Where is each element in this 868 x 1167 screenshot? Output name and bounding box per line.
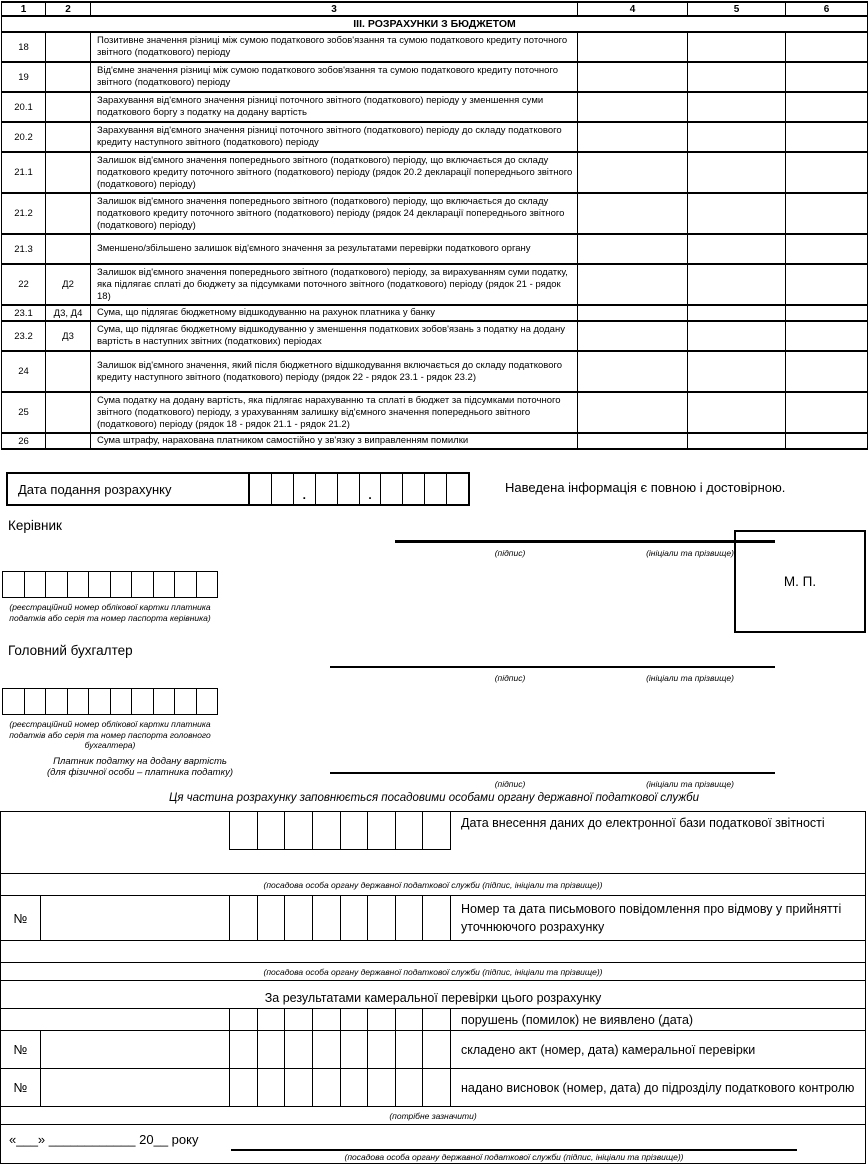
value-cell-col6[interactable]: [786, 392, 868, 433]
value-cell-col4[interactable]: [578, 433, 688, 449]
fill-cell[interactable]: [111, 572, 133, 597]
vysnovok-text: [451, 1069, 865, 1106]
kerivnyk-id-cells: [2, 571, 218, 598]
refusal-label: Номер та дата письмового повідомлення про відмову у прийнятті уточнюючого розрахунку: [461, 902, 842, 934]
value-cell-col4[interactable]: [578, 193, 688, 234]
fill-cell[interactable]: [285, 896, 313, 940]
table-row-21-2: [2, 193, 868, 234]
table-row-26: [2, 433, 868, 449]
official-caption-row: [1, 963, 865, 981]
fill-cell[interactable]: [154, 689, 176, 714]
refusal-text: [451, 896, 865, 940]
fill-cell[interactable]: [316, 474, 338, 504]
row-description: Позитивне значення різниці між сумою податкового зобов'язання та сумою податкового кредиту поточного звітного (податкового) періоду: [91, 32, 578, 62]
row-code: Д3, Д4: [46, 305, 91, 321]
value-cell-col4[interactable]: [578, 152, 688, 193]
fill-cell[interactable]: [175, 572, 197, 597]
value-cell-col5[interactable]: [688, 193, 786, 234]
col-header-5: 5: [688, 2, 786, 16]
fill-cell[interactable]: [230, 896, 258, 940]
fill-cell[interactable]: [132, 689, 154, 714]
row-description: Зменшено/збільшено залишок від'ємного значення за результатами перевірки податкового органу: [91, 234, 578, 264]
fill-cell[interactable]: [313, 896, 341, 940]
row-code: [46, 193, 91, 234]
submission-date-label: Дата подання розрахунку: [6, 472, 248, 506]
fill-cell[interactable]: [368, 812, 396, 849]
buhgalter-signature-line[interactable]: [330, 666, 775, 668]
assurance-statement: Наведена інформація є повною і достовірною.: [505, 480, 786, 495]
fill-cell[interactable]: [423, 1069, 450, 1106]
section-title-row: [2, 16, 868, 32]
value-cell-col6[interactable]: [786, 152, 868, 193]
row-number: 25: [2, 392, 46, 433]
value-cell-col4[interactable]: [578, 62, 688, 92]
fill-cell[interactable]: [89, 689, 111, 714]
signature-caption: (підпис): [494, 779, 526, 789]
value-cell-col5[interactable]: [688, 392, 786, 433]
platnyk-label: [0, 756, 280, 778]
number-sign-label: №: [1, 1069, 41, 1106]
submission-date-field: [6, 472, 470, 506]
row-code: [46, 392, 91, 433]
fill-cell[interactable]: [230, 1069, 258, 1106]
value-cell-col5[interactable]: [688, 92, 786, 122]
fill-cell[interactable]: .: [360, 474, 382, 504]
value-cell-col4[interactable]: [578, 264, 688, 305]
column-numbers-row: [2, 2, 868, 16]
row-code: [46, 351, 91, 392]
data-entry-label: Дата внесення даних до електронної бази податкової звітності: [461, 816, 825, 830]
value-cell-col5[interactable]: [688, 305, 786, 321]
row-number: 20.1: [2, 92, 46, 122]
table-row-22: [2, 264, 868, 305]
fill-cell[interactable]: .: [294, 474, 316, 504]
row-description: Залишок від'ємного значення попереднього звітного (податкового) періоду, що включається до складу податкового кредиту поточного звітного (податкового) періоду (рядок 20.2 декларації попереднього звітного (податкового) періоду): [91, 152, 578, 193]
value-cell-col5[interactable]: [688, 321, 786, 351]
official-row-akt: [1, 1031, 865, 1069]
fill-cell[interactable]: [396, 1031, 424, 1068]
number-fill-area[interactable]: [41, 1031, 229, 1068]
fill-cell[interactable]: [341, 812, 369, 849]
fill-cell[interactable]: [423, 812, 450, 849]
table-row-21-1: [2, 152, 868, 193]
official-person-caption: (посадова особа органу державної податкової служби (підпис, ініціали та прізвище)): [344, 1152, 684, 1162]
value-cell-col5[interactable]: [688, 152, 786, 193]
row-number: 19: [2, 62, 46, 92]
platnyk-signature-line[interactable]: [330, 772, 775, 774]
vysnovok-date-cells: [229, 1069, 451, 1106]
official-row-refusal: [1, 896, 865, 941]
fill-cell[interactable]: [258, 896, 286, 940]
row-code: [46, 62, 91, 92]
fill-cell[interactable]: [46, 689, 68, 714]
row-code: [46, 92, 91, 122]
table-row-24: [2, 351, 868, 392]
value-cell-col4[interactable]: [578, 234, 688, 264]
value-cell-col5[interactable]: [688, 62, 786, 92]
kerivnyk-signature-line[interactable]: [395, 540, 775, 543]
fill-cell[interactable]: [341, 1031, 369, 1068]
row-number: 20.2: [2, 122, 46, 152]
row-code: [46, 32, 91, 62]
value-cell-col6[interactable]: [786, 92, 868, 122]
blank-area: [1, 1009, 229, 1030]
fill-cell[interactable]: [272, 474, 294, 504]
row-number: 21.3: [2, 234, 46, 264]
fill-cell[interactable]: [423, 1009, 450, 1030]
row-description: Залишок від'ємного значення попереднього звітного (податкового) періоду, що включається до складу податкового кредиту поточного звітного (податкового) періоду (рядок 24 декларації попереднього звітного (податкового) періоду): [91, 193, 578, 234]
blank-area: [1, 812, 229, 873]
no-violations-label: порушень (помилок) не виявлено (дата): [461, 1012, 694, 1027]
official-row-vysnovok: [1, 1069, 865, 1107]
value-cell-col6[interactable]: [786, 433, 868, 449]
required-note-row: [1, 1107, 865, 1125]
fill-cell[interactable]: [258, 1069, 286, 1106]
initials-caption: (ініціали та прізвище): [646, 779, 734, 789]
fill-cell[interactable]: [341, 1009, 369, 1030]
value-cell-col5[interactable]: [688, 264, 786, 305]
row-number: 24: [2, 351, 46, 392]
value-cell-col6[interactable]: [786, 122, 868, 152]
fill-cell[interactable]: [368, 1031, 396, 1068]
value-cell-col6[interactable]: [786, 234, 868, 264]
akt-text: [451, 1031, 865, 1068]
submission-date-cells: [248, 472, 470, 506]
fill-cell[interactable]: [396, 1069, 424, 1106]
row-description: Залишок від'ємного значення попереднього звітного (податкового) періоду, за вирахуванням суми податку, яка підлягає сплаті до бюджету за підсумками поточного звітного (податкового) періоду (рядок 21 - рядок 18): [91, 264, 578, 305]
fill-cell[interactable]: [381, 474, 403, 504]
table-row-25: [2, 392, 868, 433]
fill-cell[interactable]: [258, 1031, 286, 1068]
buhgalter-id-cells: [2, 688, 218, 715]
value-cell-col5[interactable]: [688, 351, 786, 392]
vysnovok-label: надано висновок (номер, дата) до підрозділу податкового контролю: [461, 1080, 855, 1095]
platnyk-label-line2: (для фізичної особи – платника податку): [47, 767, 233, 778]
row-description: Сума штрафу, нарахована платником самостійно у зв'язку з виправленням помилки: [91, 433, 578, 449]
bottom-signature-line[interactable]: [231, 1149, 797, 1151]
value-cell-col6[interactable]: [786, 264, 868, 305]
row-code: [46, 433, 91, 449]
official-caption-row: [1, 874, 865, 896]
fill-cell[interactable]: [341, 1069, 369, 1106]
bottom-date-line[interactable]: «___» ____________ 20__ року: [9, 1132, 199, 1147]
fill-cell[interactable]: [313, 812, 341, 849]
fill-cell[interactable]: [230, 812, 258, 849]
no-violations-date-cells: [229, 1009, 451, 1030]
official-person-caption: (посадова особа органу державної податкової служби (підпис, ініціали та прізвище)): [263, 966, 603, 977]
value-cell-col5[interactable]: [688, 122, 786, 152]
number-sign-label: №: [1, 1031, 41, 1068]
fill-cell[interactable]: [25, 572, 47, 597]
fill-cell[interactable]: [423, 1031, 450, 1068]
fill-cell[interactable]: [368, 1069, 396, 1106]
initials-caption: (ініціали та прізвище): [646, 548, 734, 558]
fill-cell[interactable]: [111, 689, 133, 714]
row-number: 21.1: [2, 152, 46, 193]
data-entry-text: [451, 812, 865, 873]
refusal-date-cells: [229, 896, 451, 940]
platnyk-label-line1: Платник податку на додану вартість: [53, 756, 227, 767]
row-description: Сума, що підлягає бюджетному відшкодуванню на рахунок платника у банку: [91, 305, 578, 321]
buhgalter-id-caption: (реєстраційний номер облікової картки платника податків або серія та номер паспорта головного бухгалтера): [9, 719, 211, 750]
fill-cell[interactable]: [175, 689, 197, 714]
official-person-caption: (посадова особа органу державної податкової служби (підпис, ініціали та прізвище)): [263, 879, 603, 890]
fill-cell[interactable]: [368, 896, 396, 940]
number-fill-area[interactable]: [41, 896, 229, 940]
fill-cell[interactable]: [230, 1031, 258, 1068]
table-row-18: [2, 32, 868, 62]
signature-caption: (підпис): [494, 673, 526, 683]
kerivnyk-label: Керівник: [8, 518, 62, 533]
akt-date-cells: [229, 1031, 451, 1068]
value-cell-col6[interactable]: [786, 62, 868, 92]
number-sign-label: №: [1, 896, 41, 940]
fill-cell[interactable]: [396, 896, 424, 940]
value-cell-col6[interactable]: [786, 351, 868, 392]
col-header-1: 1: [2, 2, 46, 16]
part3-budget-table: [1, 1, 868, 450]
col-header-2: 2: [46, 2, 91, 16]
value-cell-col5[interactable]: [688, 234, 786, 264]
row-number: 23.2: [2, 321, 46, 351]
row-description: Сума, що підлягає бюджетному відшкодуванню у зменшення податкових зобов'язань з податку на додану вартість в наступних звітних (податкових) періодах: [91, 321, 578, 351]
value-cell-col4[interactable]: [578, 305, 688, 321]
row-code: [46, 152, 91, 193]
initials-caption: (ініціали та прізвище): [646, 673, 734, 683]
official-row-date-entry: [1, 812, 865, 874]
fill-cell[interactable]: [313, 1009, 341, 1030]
fill-cell[interactable]: [341, 896, 369, 940]
official-section-note: Ця частина розрахунку заповнюється посадовими особами органу державної податкової служби: [168, 792, 700, 804]
value-cell-col4[interactable]: [578, 351, 688, 392]
stamp-label: М. П.: [783, 574, 817, 589]
fill-cell[interactable]: [68, 689, 90, 714]
row-description: Сума податку на додану вартість, яка підлягає нарахуванню та сплаті в бюджет за підсумками поточного звітного (податкового) періоду, з урахуванням залишку від'ємного значення попереднього звітного (податкового) періоду (рядок 18 - рядок 21.1 - рядок 21.2): [91, 392, 578, 433]
col-header-4: 4: [578, 2, 688, 16]
col-header-6: 6: [786, 2, 868, 16]
fill-cell[interactable]: [25, 689, 47, 714]
fill-cell[interactable]: [285, 1069, 313, 1106]
fill-cell[interactable]: [3, 572, 25, 597]
row-number: 22: [2, 264, 46, 305]
number-fill-area[interactable]: [41, 1069, 229, 1106]
row-description: Зарахування від'ємного значення різниці поточного звітного (податкового) періоду до складу податкового кредиту наступного звітного (податкового) періоду: [91, 122, 578, 152]
fill-cell[interactable]: [313, 1031, 341, 1068]
data-entry-date-cells: [229, 812, 451, 850]
kameralna-title: За результатами камеральної перевірки цього розрахунку: [264, 991, 602, 1005]
value-cell-col4[interactable]: [578, 32, 688, 62]
row-code: [46, 122, 91, 152]
fill-cell[interactable]: [197, 689, 218, 714]
fill-cell[interactable]: [285, 1009, 313, 1030]
row-code: Д3: [46, 321, 91, 351]
value-cell-col4[interactable]: [578, 321, 688, 351]
required-note: (потрібне зазначити): [389, 1110, 477, 1121]
value-cell-col6[interactable]: [786, 193, 868, 234]
value-cell-col5[interactable]: [688, 32, 786, 62]
fill-cell[interactable]: [403, 474, 425, 504]
table-row-23-1: [2, 305, 868, 321]
row-description: Залишок від'ємного значення, який після бюджетного відшкодування включається до складу податкового кредиту наступного звітного (податкового) періоду (рядок 22 - рядок 23.1 - рядок 23.2): [91, 351, 578, 392]
fill-cell[interactable]: [258, 812, 286, 849]
table-row-23-2: [2, 321, 868, 351]
table-row-19: [2, 62, 868, 92]
fill-cell[interactable]: [258, 1009, 286, 1030]
akt-label: складено акт (номер, дата) камеральної перевірки: [461, 1042, 756, 1057]
stamp-area[interactable]: [734, 530, 866, 633]
kameralna-title-row: [1, 981, 865, 1009]
value-cell-col4[interactable]: [578, 392, 688, 433]
signature-caption: (підпис): [494, 548, 526, 558]
row-number: 21.2: [2, 193, 46, 234]
fill-cell[interactable]: [396, 812, 424, 849]
row-number: 23.1: [2, 305, 46, 321]
table-row-20-1: [2, 92, 868, 122]
value-cell-col6[interactable]: [786, 321, 868, 351]
row-number: 18: [2, 32, 46, 62]
fill-cell[interactable]: [197, 572, 218, 597]
row-description: Від'ємне значення різниці між сумою податкового зобов'язання та сумою податкового кредиту поточного звітного (податкового) періоду: [91, 62, 578, 92]
official-bottom-row: [1, 1125, 865, 1163]
fill-cell[interactable]: [368, 1009, 396, 1030]
row-number: 26: [2, 433, 46, 449]
value-cell-col6[interactable]: [786, 32, 868, 62]
fill-cell[interactable]: [285, 812, 313, 849]
fill-cell[interactable]: [132, 572, 154, 597]
col-header-3: 3: [91, 2, 578, 16]
fill-cell[interactable]: [447, 474, 468, 504]
fill-cell[interactable]: [396, 1009, 424, 1030]
row-code: Д2: [46, 264, 91, 305]
official-section-table: [0, 811, 866, 1164]
fill-cell[interactable]: [3, 689, 25, 714]
value-cell-col5[interactable]: [688, 433, 786, 449]
fill-cell[interactable]: [89, 572, 111, 597]
value-cell-col6[interactable]: [786, 305, 868, 321]
kerivnyk-id-caption: (реєстраційний номер облікової картки платника податків або серія та номер паспорта керівника): [9, 602, 211, 623]
fill-cell[interactable]: [154, 572, 176, 597]
fill-cell[interactable]: [230, 1009, 258, 1030]
blank-row[interactable]: [1, 941, 865, 963]
fill-cell[interactable]: [313, 1069, 341, 1106]
official-row-no-violations: [1, 1009, 865, 1031]
buhgalter-label: Головний бухгалтер: [8, 643, 133, 658]
no-violations-text: [451, 1009, 865, 1030]
fill-cell[interactable]: [425, 474, 447, 504]
fill-cell[interactable]: [338, 474, 360, 504]
fill-cell[interactable]: [285, 1031, 313, 1068]
table-row-20-2: [2, 122, 868, 152]
fill-cell[interactable]: [423, 896, 450, 940]
fill-cell[interactable]: [68, 572, 90, 597]
section-title: ІІІ. РОЗРАХУНКИ З БЮДЖЕТОМ: [2, 16, 868, 32]
fill-cell[interactable]: [250, 474, 272, 504]
value-cell-col4[interactable]: [578, 122, 688, 152]
value-cell-col4[interactable]: [578, 92, 688, 122]
fill-cell[interactable]: [46, 572, 68, 597]
table-row-21-3: [2, 234, 868, 264]
row-code: [46, 234, 91, 264]
row-description: Зарахування від'ємного значення різниці поточного звітного (податкового) періоду у зменшення суми податкового боргу з податку на додану вартість: [91, 92, 578, 122]
